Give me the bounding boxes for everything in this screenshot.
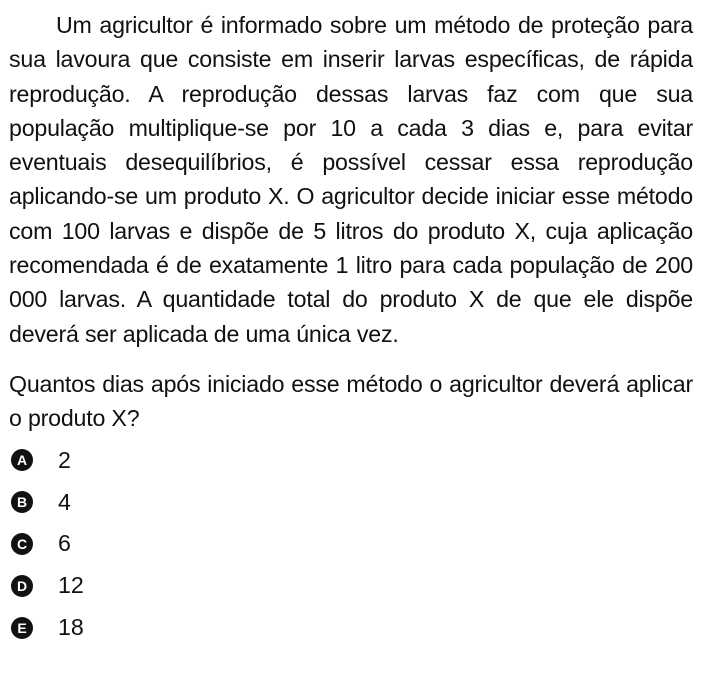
option-a[interactable] <box>9 440 693 482</box>
problem-statement: Um agricultor é informado sobre um método de proteção para sua lavoura que consiste em inserir larvas específicas, de rápida reprodução. A reprodução dessas larvas faz com que sua população multiplique-se por 10 a cada 3 dias e, para evitar eventuais desequilíbrios, é possível cessar essa reprodução aplicando-se um produto X. O agricultor decide iniciar esse método com 100 larvas e dispõe de 5 litros do produto X, cuja aplicação recomendada é de exatamente 1 litro para cada população de 200 000 larvas. A quantidade total do produto X de que ele dispõe deverá ser aplicada de uma única vez. <box>9 12 693 347</box>
option-e[interactable] <box>9 607 693 649</box>
option-letter-badge: B <box>11 491 33 513</box>
option-value: 2 <box>58 446 71 473</box>
option-value: 12 <box>58 572 84 599</box>
option-value: 4 <box>58 488 71 515</box>
option-d[interactable] <box>9 565 693 607</box>
option-value: 18 <box>58 614 84 641</box>
option-b[interactable] <box>9 481 693 523</box>
option-letter-badge: C <box>11 533 33 555</box>
answer-options <box>9 440 693 649</box>
option-letter-badge: A <box>11 449 33 471</box>
question-prompt: Quantos dias após iniciado esse método o agricultor deverá aplicar o produto X? <box>9 370 693 432</box>
option-c[interactable] <box>9 523 693 565</box>
option-value: 6 <box>58 530 71 557</box>
option-letter-badge: E <box>11 617 33 639</box>
option-letter-badge: D <box>11 575 33 597</box>
